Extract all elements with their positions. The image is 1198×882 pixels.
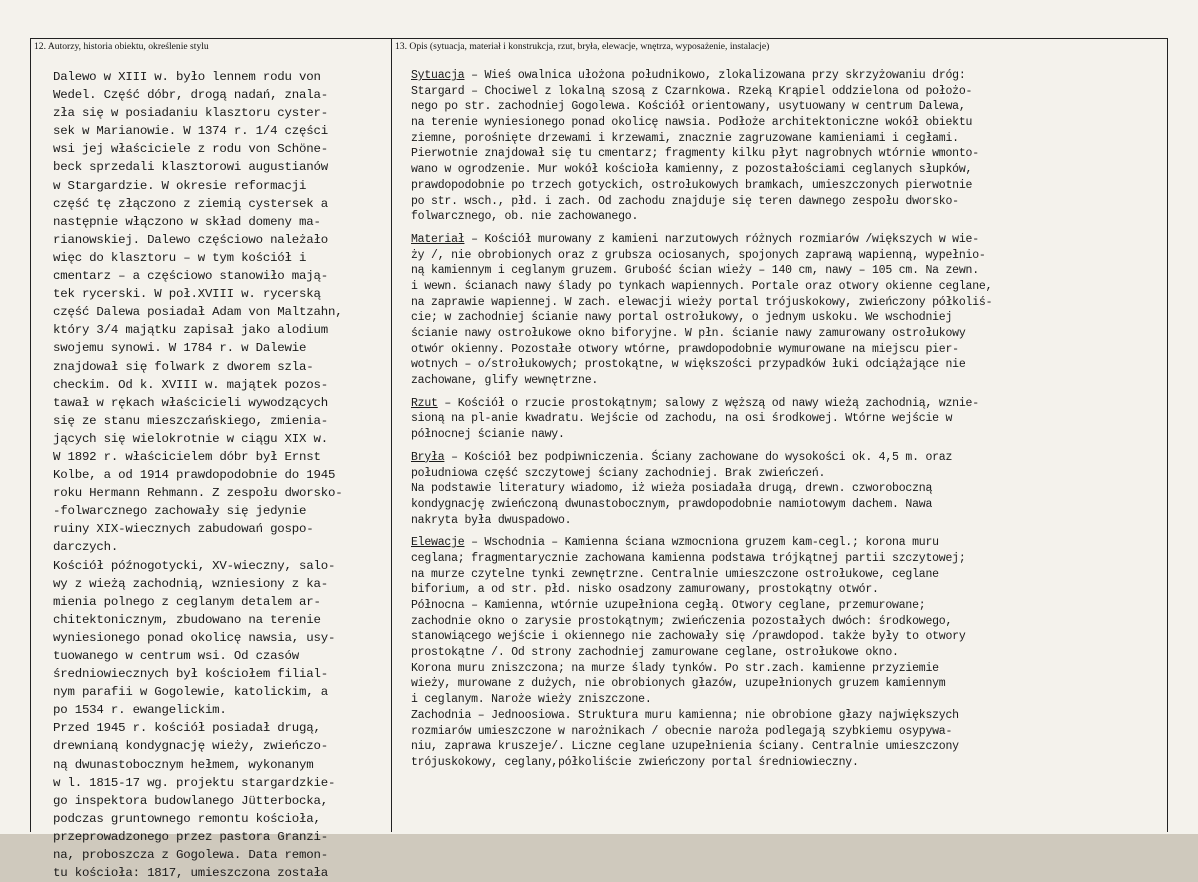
section-label: Rzut [411,396,438,410]
history-line: ruiny XIX-wiecznych zabudowań gospo- [53,522,314,537]
history-line: darczych. [53,540,119,555]
description-line: Północna – Kamienna, wtórnie uzupełniona cegłą. Otwory ceglane, przemurowane; [411,599,926,612]
history-column-header: 12. Autorzy, historia obiektu, określenie stylu [34,41,209,52]
section-gap [411,225,992,232]
history-line: na, proboszcza z Gogolewa. Data remon- [53,848,328,863]
description-line: Zachodnia – Jednoosiowa. Struktura muru kamienna; nie obrobione głazy największych [411,708,959,722]
description-line: trójuskokowy, ceglany,półkoliście zwieńczony portal średniowieczny. [411,755,859,769]
description-line: ży /, nie obrobionych oraz z grubsza ociosanych, spojonych zaprawą wapienną, wypełnio- [411,248,986,262]
description-line: biforium, a od str. płd. nisko osadzony zamurowany, prostokątny otwór. [411,583,879,597]
description-line: sioną na pl-anie kwadratu. Wejście od zachodu, na osi środkowej. Wtórne wejście w [411,412,953,426]
section-label: Elewacje [411,536,465,550]
description-line: nakryta była dwuspadowo. [411,513,572,527]
description-column [392,38,1168,832]
description-line [411,396,992,412]
description-line [411,68,992,84]
history-line: przeprowadzonego przez pastora Granzi- [53,829,328,844]
description-line: południowa część szczytowej ściany zachodniej. Brak zwieńczeń. [411,466,826,480]
description-line: stanowiącego wejście i okiennego nie zachowały się /prawdopod. także były to otwory [411,630,966,644]
history-line: jących się wielokrotnie w ciągu XIX w. [53,431,328,446]
description-line: rozmiarów umieszczone w narożnikach / obecnie naroża podlegają szybkiemu osypywa- [411,724,953,738]
section-label: Sytuacja [411,69,465,82]
history-column [30,38,392,881]
description-line: Korona muru zniszczona; na murze ślady tynków. Po str.zach. kamienne przyziemie [411,661,939,675]
description-line [411,450,992,466]
history-line: Kolbe, a od 1914 prawdopodobnie do 1945 [53,468,336,483]
description-line: cie; w zachodniej ścianie nawy portal ostrołukowy, o jednym uskoku. We wschodniej [411,311,953,325]
section-gap [411,528,992,535]
description-line: kondygnację zwieńczoną dwunastobocznym, prawdopodobnie namiotowym dachem. Nawa [411,497,933,511]
history-line: wsi jej właściciele z rodu von Schöne- [53,142,328,157]
description-line [411,232,992,248]
description-line: na murze czytelne tynki zewnętrzne. Centralnie umieszczone ostrołukowe, ceglane [411,567,939,581]
section-gap [411,443,992,450]
description-line: niu, zaprawa kruszeje/. Liczne ceglane uzupełnienia ściany. Centralnie umieszczony [411,740,959,754]
section-line-text: – Kościół murowany z kamieni narzutowych różnych rozmiarów /większych w wie- [464,232,979,246]
history-line: zła się w posiadaniu klasztoru cyster- [53,106,328,121]
description-line: północnej ścianie nawy. [411,428,565,442]
description-line: na zaprawie wapiennej. W zach. elewacji wieży portal trójuskokowy, zwieńczony półkoliś- [411,295,993,309]
history-line: beck sprzedali klasztorowi augustianów [53,160,328,175]
history-line: checkim. Od k. XVIII w. majątek pozos- [53,377,328,392]
description-line: ścianie nawy ostrołukowe okno biforyjne. W płn. ścianie nawy zamurowany ostrołukowy [411,327,966,340]
description-line: prostokątne /. Od strony zachodniej zamurowane ceglane, ostrołukowe okno. [411,646,899,660]
history-line: tek rycerski. W poł.XVIII w. rycerską [53,287,321,302]
history-line: go inspektora budowlanego Jütterbocka, [53,793,328,808]
description-line: prawdopodobnie po trzech gotyckich, ostrołukowych bramkach, umieszczonych pierwotnie [411,178,973,192]
history-line: Kościół późnogotycki, XV-wieczny, salo- [53,558,336,573]
section-line-text: – Wieś owalnica ułożona południkowo, zlokalizowana przy skrzyżowaniu dróg: [464,69,966,82]
history-line: drewnianą kondygnację wieży, zwieńczo- [53,739,328,754]
history-line: -folwarcznego zachowały się jedynie [53,504,307,519]
history-line: Dalewo w XIII w. było lennem rodu von [53,70,321,84]
history-line: Wedel. Część dóbr, drogą nadań, znala- [53,88,328,103]
history-line: po 1534 r. ewangelickim. [53,703,227,718]
description-line: i ceglanym. Naroże wieży zniszczone. [411,693,652,707]
description-line: ziemne, porośnięte drzewami i krzewami, znacznie zagruzowane kamieniami i cegłami. [411,131,959,145]
history-line: następnie włączono w skład domeny ma- [53,214,321,229]
description-line: na terenie wyniesionego ponad okolicę nawsia. Podłoże architektoniczne wokół obiektu [411,116,973,130]
description-line: Na podstawie literatury wiadomo, iż wieża posiadała drugą, drewn. czworoboczną [411,482,933,496]
description-line: folwarcznego, ob. nie zachowanego. [411,210,639,224]
history-line: rianowskiej. Dalewo częściowo należało [53,232,328,247]
history-line: więc do klasztoru – w tym kościół i [53,250,307,265]
description-column-header: 13. Opis (sytuacja, materiał i konstrukcja, rzut, bryła, elewacje, wnętrza, wyposażenie, instalacje) [395,41,770,52]
history-line: wy z wieżą zachodnią, wzniesiony z ka- [53,576,328,591]
history-line: Przed 1945 r. kościół posiadał drugą, [53,721,321,736]
description-line: zachodnie okno o zarysie prostokątnym; zwieńczenia pozostałych dwóch: środkowego, [411,614,953,628]
description-line: nego po str. zachodniej Gogolewa. Kościół orientowany, usytuowany w centrum Dalewa, [411,100,966,114]
history-line: sek w Marianowie. W 1374 r. 1/4 części [53,124,328,139]
description-line: ną kamiennym i ceglanym gruzem. Grubość ścian wieży – 140 cm, nawy – 105 cm. Na zewn. [411,264,979,278]
description-line: wieży, murowane z dużych, nie obrobionych głazów, uzupełnionych gruzem kamiennym [411,677,946,691]
description-line: otwór okienny. Pozostałe otwory wtórne, prawdopodobnie wymurowane na miejscu pier- [411,342,959,356]
history-line: w Stargardzie. W okresie reformacji [53,178,307,193]
history-line: tu kościoła: 1817, umieszczona została [53,866,328,881]
history-line: ną dwunastobocznym hełmem, wykonanym [53,757,314,772]
description-line [411,535,992,551]
description-line: i wewn. ścianach nawy ślady po tynkach wapiennych. Portale oraz otwory okienne ceglane, [411,279,993,293]
description-line: wotnych – o/strołukowych; prostokątne, w większości przypadków łuki odciążające nie [411,358,966,372]
history-line: się ze stanu mieszczańskiego, zmienia- [53,413,328,428]
section-line-text: – Kościół bez podpiwniczenia. Ściany zachowane do wysokości ok. 4,5 m. oraz [444,450,953,464]
history-line: część tę złączono z ziemią cystersek a [53,196,328,211]
section-line-text: – Kościół o rzucie prostokątnym; salowy z węższą od nawy wieżą zachodnią, wznie- [437,396,979,410]
history-line: tawał w rękach właścicieli wywodzących [53,395,328,410]
history-line: średniowiecznych był kościołem filial- [53,667,328,682]
history-line: w l. 1815-17 wg. projektu stargardzkie- [53,775,336,790]
history-line: cmentarz – a częściowo stanowiło mają- [53,269,328,284]
description-line: wano w ogrodzenie. Mur wokół kościoła kamienny, z pozostałościami ceglanych słupków, [411,163,973,177]
history-line: tuowanego w centrum wsi. Od czasów [53,649,300,663]
section-gap [411,389,992,396]
history-line: chitektonicznym, zbudowano na terenie [53,612,321,627]
section-line-text: – Wschodnia – Kamienna ściana wzmocniona gruzem kam-cegl.; korona muru [464,536,939,550]
description-line: Stargard – Chociwel z lokalną szosą z Czarnkowa. Rzeką Krąpiel oddzielona od położo- [411,84,973,98]
history-line: mienia polnego z ceglanym detalem ar- [53,594,321,609]
history-line: część Dalewa posiadał Adam von Maltzahn, [53,305,343,320]
section-label: Materiał [411,232,465,246]
history-line: roku Hermann Rehmann. Z zespołu dworsko- [53,486,343,501]
history-line: znajdował się folwark z dworem szla- [53,359,314,374]
history-text [53,68,342,882]
description-line: po str. wsch., płd. i zach. Od zachodu znajduje się teren dawnego zespołu dworsko- [411,194,959,208]
history-line: który 3/4 majątku zapisał jako alodium [53,323,328,338]
description-text [411,68,992,771]
history-line: swojemu synowi. W 1784 r. w Dalewie [53,341,307,356]
history-line: wyniesionego ponad okolicę nawsia, usy- [53,630,336,645]
description-line: ceglana; fragmentarycznie zachowana kamienna podstawa trójkątnej partii szczytowej; [411,551,966,565]
history-line: nym parafii w Gogolewie, katolickim, a [53,685,328,700]
section-label: Bryła [411,450,445,464]
history-line: podczas gruntownego remontu kościoła, [53,811,321,826]
description-line: zachowane, glify wewnętrzne. [411,374,599,388]
description-line: Pierwotnie znajdował się tu cmentarz; fragmenty kilku płyt nagrobnych wtórnie wmonto- [411,147,979,161]
history-line: W 1892 r. właścicielem dóbr był Ernst [53,449,321,464]
